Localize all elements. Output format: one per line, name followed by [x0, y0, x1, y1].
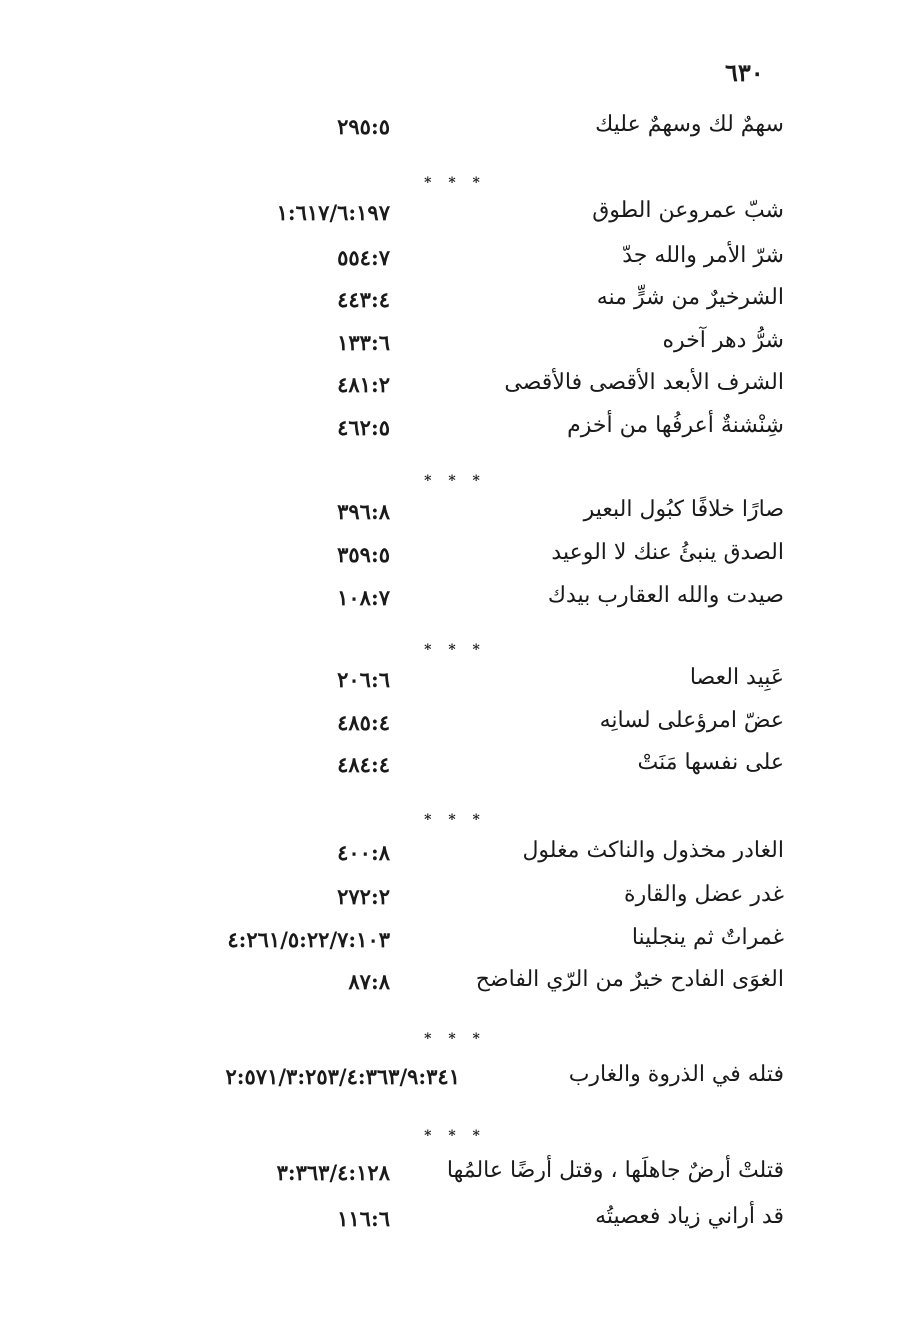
index-entry [0, 583, 914, 623]
entry-phrase: صيدت والله العقارب بيدك [547, 583, 784, 608]
section-separator: * * * [424, 812, 486, 828]
entry-reference: ١٠٨:٧ [337, 585, 390, 610]
section-separator: * * * [424, 1128, 486, 1144]
index-entry [0, 243, 914, 283]
index-entry [0, 285, 914, 325]
entry-phrase: سهمٌ لك وسهمٌ عليك [595, 112, 784, 137]
index-entry [0, 328, 914, 368]
section-separator: * * * [424, 1031, 486, 1047]
entry-reference: ١١٦:٦ [337, 1206, 390, 1231]
index-entry [0, 882, 914, 922]
index-entry [0, 1062, 914, 1102]
index-entry [0, 1204, 914, 1244]
entry-reference: ٣٥٩:٥ [337, 542, 390, 567]
entry-reference: ٤٦٢:٥ [337, 415, 390, 440]
entry-reference: ٢٩٥:٥ [337, 114, 390, 139]
entry-reference: ٢:٥٧١/٣:٢٥٣/٤:٣٦٣/٩:٣٤١ [225, 1064, 460, 1089]
entry-phrase: شبّ عمروعن الطوق [592, 198, 784, 223]
index-entry [0, 967, 914, 1007]
entry-phrase: غمراتٌ ثم ينجلينا [631, 925, 784, 950]
entry-phrase: الشرف الأبعد الأقصى فالأقصى [504, 370, 784, 395]
entry-phrase: الغادر مخذول والناكث مغلول [522, 838, 784, 863]
entry-phrase: شرّ الأمر والله جدّ [622, 243, 784, 268]
page-number: ٦٣٠ [725, 58, 764, 87]
entry-phrase: الشرخيرٌ من شرٍّ منه [596, 285, 784, 310]
index-entry [0, 665, 914, 705]
entry-reference: ٤:٢٦١/٥:٢٢/٧:١٠٣ [227, 927, 390, 952]
section-separator: * * * [424, 175, 486, 191]
entry-reference: ٤٨١:٢ [337, 372, 390, 397]
index-entry [0, 750, 914, 790]
entry-phrase: شِنْشنةٌ أعرفُها من أخزم [567, 413, 784, 438]
index-entry [0, 112, 914, 152]
entry-reference: ٨٧:٨ [348, 969, 390, 994]
index-entry [0, 1158, 914, 1198]
entry-reference: ٣:٣٦٣/٤:١٢٨ [276, 1160, 390, 1185]
index-entry [0, 370, 914, 410]
section-separator: * * * [424, 642, 486, 658]
section-separator: * * * [424, 473, 486, 489]
entry-phrase: صارًا خلافًا كبُول البعير [583, 497, 784, 522]
entry-reference: ٢٠٦:٦ [337, 667, 390, 692]
entry-reference: ١٣٣:٦ [337, 330, 390, 355]
entry-reference: ٤٨٥:٤ [337, 710, 390, 735]
entry-reference: ٥٥٤:٧ [337, 245, 390, 270]
entry-phrase: غدر عضل والقارة [624, 882, 784, 907]
entry-phrase: فتله في الذروة والغارب [568, 1062, 784, 1087]
entry-phrase: الغوَى الفادح خيرٌ من الرّي الفاضح [475, 967, 784, 992]
entry-phrase: عَبِيد العصا [689, 665, 784, 690]
entry-phrase: قد أراني زياد فعصيتُه [595, 1204, 784, 1229]
index-entry [0, 540, 914, 580]
entry-reference: ٤٨٤:٤ [337, 752, 390, 777]
entry-phrase: شرُّ دهر آخره [662, 328, 784, 353]
entry-reference: ٣٩٦:٨ [337, 499, 390, 524]
entry-reference: ٤٤٣:٤ [337, 287, 390, 312]
index-entry [0, 925, 914, 965]
entry-phrase: على نفسها مَنَتْ [637, 750, 784, 775]
entry-reference: ٢٧٢:٢ [337, 884, 390, 909]
entry-phrase: قتلتْ أرضٌ جاهلَها ، وقتل أرضًا عالمُها [446, 1158, 784, 1183]
index-entry [0, 497, 914, 537]
entry-reference: ١:٦١٧/٦:١٩٧ [276, 200, 390, 225]
entry-phrase: عضّ امرؤعلى لسانِه [599, 708, 784, 733]
index-entry [0, 838, 914, 878]
entry-phrase: الصدق ينبئُ عنك لا الوعيد [551, 540, 784, 565]
index-entry [0, 708, 914, 748]
entry-reference: ٤٠٠:٨ [337, 840, 390, 865]
index-entry [0, 413, 914, 453]
index-entry [0, 198, 914, 238]
